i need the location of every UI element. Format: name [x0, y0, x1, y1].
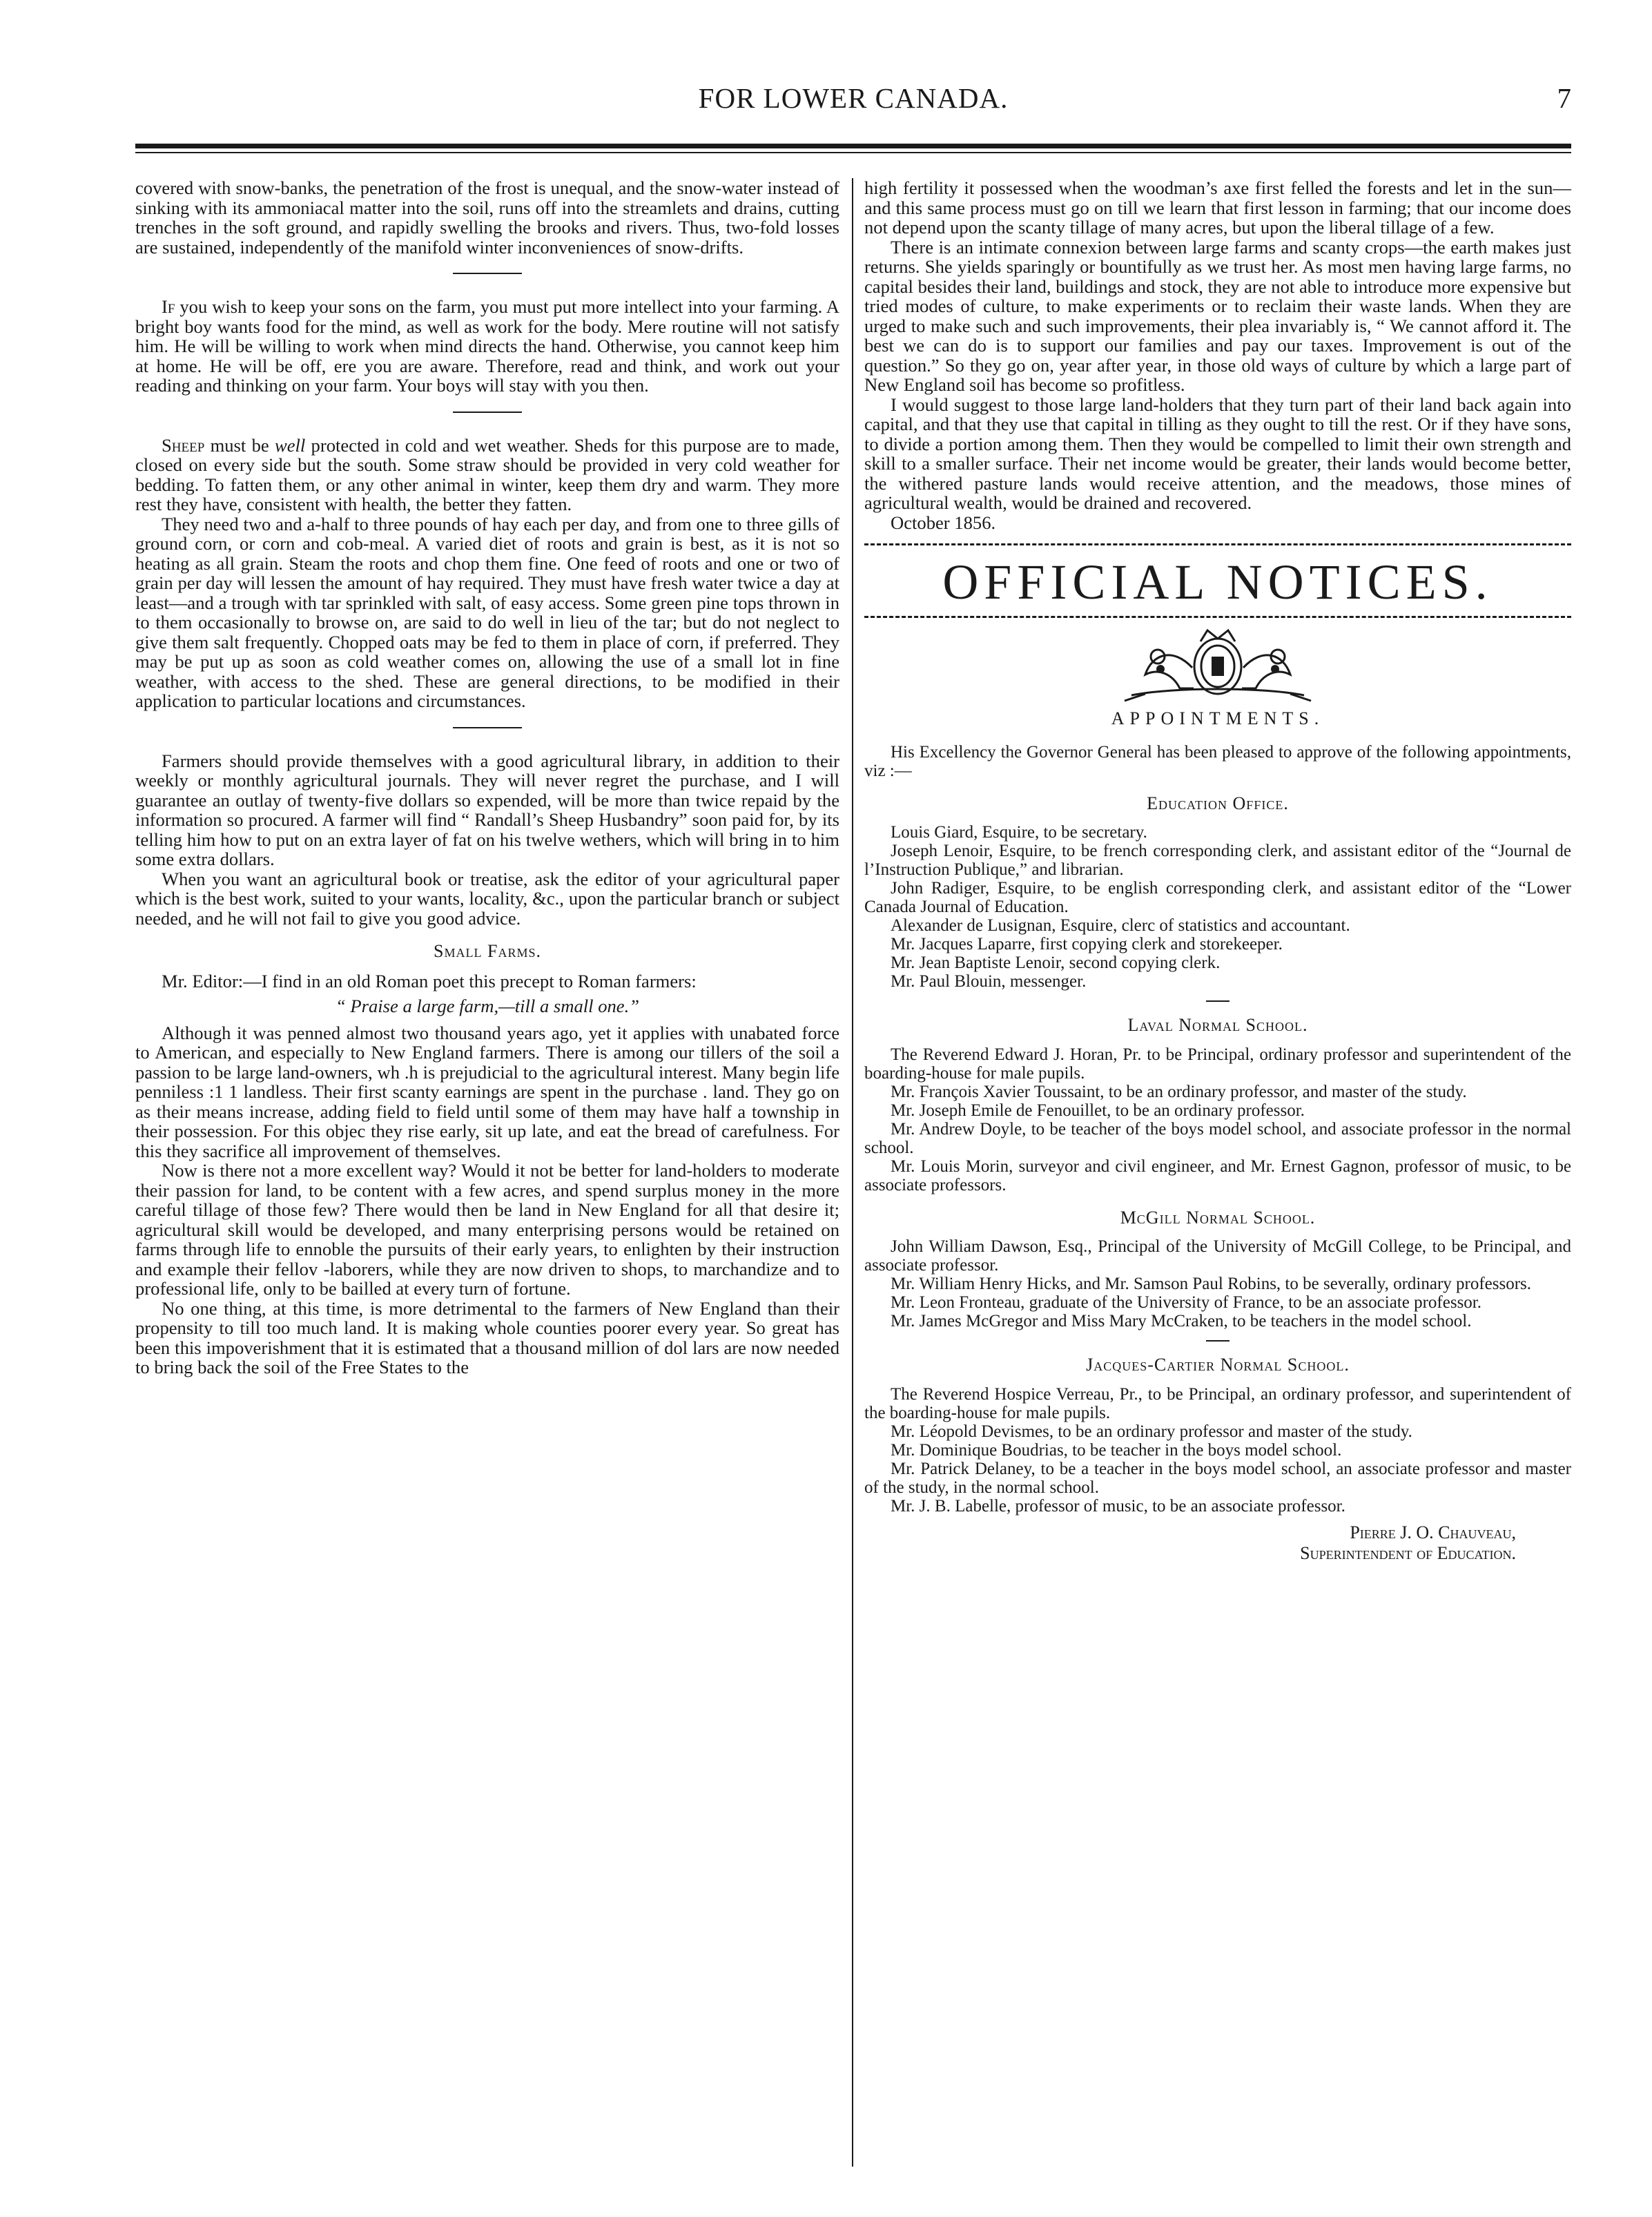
section-separator [453, 273, 522, 274]
jacques-cartier-normal-school-heading: Jacques-Cartier Normal School. [1086, 1355, 1350, 1375]
list-item: Mr. Andrew Doyle, to be teacher of the boys model school, and associate professor in the normal school. [864, 1119, 1571, 1157]
lead-word: Sheep [162, 434, 205, 456]
paragraph [135, 436, 839, 514]
paragraph: They need two and a-half to three pounds of hay each per day, and from one to three gills of ground corn, or corn and cob-meal. A varied diet of roots and grain is best, as it is not so heating as all grain. Steam the roots and chop them fine. One feed of roots and one or two of grain per day will lessen the amount of hay required. They must have fresh water twice a day at least—and a trough with tar sprinkled with salt, of easy access. Some green pine tops thrown in to them occasionally to browse on, are said to do well in lieu of the tar; but do not neglect to give them salt frequently. Chopped oats may be fed to them in place of corn, if preferred. They may be put up as soon as cold weather comes on, allowing the use of a small lot in fine weather, with access to the shed. These are general directions, to be modified in their application to particular locations and circumstances. [135, 513, 839, 711]
paragraph-text: protected in cold and wet weather. Sheds for this purpose are to made, closed on every side but the south. Some straw should be provided in very cold weather for bedding. To fatten them, or any other animal in winter, keep them dry and warm. They more rest they have, consistent with health, the better they fatten. [135, 434, 839, 514]
signature-name: Pierre J. O. Chauveau, [1350, 1522, 1516, 1542]
paragraph [135, 297, 839, 396]
dashed-rule [864, 616, 1571, 618]
paragraph: covered with snow-banks, the penetration of the frost is unequal, and the snow-water instead of sinking with its ammoniacal matter into the soil, runs off into the streamlets and drains, cutting trenches in the soft ground, and rapidly swelling the brooks and rivers. Thus, two-fold losses are sustained, independently of the manifold winter inconveniences of snow-drifts. [135, 177, 839, 258]
signature-title: Superintendent of Education. [1300, 1542, 1516, 1563]
column-divider [852, 178, 853, 2167]
list-item: Mr. J. B. Labelle, professor of music, to be an associate professor. [891, 1496, 1345, 1516]
paragraph: No one thing, at this time, is more detrimental to the farmers of New England than their propensity to till too much land. It is making whole counties poorer every year. So great has been this impoverishment that it is estimated that a thousand million of dol lars are now needed to bring back the soil of the Free States to the [135, 1297, 839, 1377]
page-header [135, 81, 1571, 123]
list-item: Mr. Paul Blouin, messenger. [891, 972, 1087, 991]
list-item: Mr. Dominique Boudrias, to be teacher in the boys model school. [891, 1440, 1342, 1460]
list-item: Mr. François Xavier Toussaint, to be an ordinary professor, and master of the study. [891, 1082, 1467, 1101]
paragraph: I would suggest to those large land-holders that they turn part of their land back again into capital, and that they use that capital in tilling as they ought to till the rest. Or if they have sons, to divide a portion among them. Then they would be compelled to limit their own strength and skill to a smaller surface. Their net income would be greater, their lands would become better, the withered pasture lands would receive attention, and the meadows, those mines of agricultural wealth, would be drained and recovered. [864, 394, 1571, 513]
royal-arms-icon [1104, 626, 1332, 702]
list-item: Mr. James McGregor and Miss Mary McCraken, to be teachers in the model school. [891, 1312, 1472, 1330]
appointments-title: APPOINTMENTS. [1111, 708, 1325, 728]
page-number: 7 [1557, 82, 1571, 114]
quote: “ Praise a large farm,—till a small one.” [335, 996, 640, 1016]
section-separator [453, 412, 522, 413]
list-item: Joseph Lenoir, Esquire, to be french corresponding clerk, and assistant editor of the “Journal de l’Instruction Publique,” and librarian. [864, 842, 1571, 879]
list-item: John William Dawson, Esq., Principal of the University of McGill College, to be Principal, and associate professor. [864, 1237, 1571, 1275]
list-item: Alexander de Lusignan, Esquire, clerc of statistics and accountant. [891, 916, 1350, 935]
paragraph: Now is there not a more excellent way? Would it not be better for land-holders to moderate their passion for land, to be content with a few acres, and spend surplus money in the more careful tillage of those few? There would then be land in New England for all that desire it; agricultural skill would be developed, and many enterprising persons would be retained on farms through life to ennoble the pursuits of their early years, to enlighten by their instruction and example their fellov -laborers, while they are now driven to shops, to marchandize and to professional life, only to be bailled at every turn of fortune. [135, 1160, 839, 1299]
short-separator [1206, 1340, 1230, 1342]
paragraph-text: you wish to keep your sons on the farm, you must put more intellect into your farming. A bright boy wants food for the mind, as well as work for the body. Mere routine will not satisfy him. He will be willing to work when mind directs the hand. Otherwise, you cannot keep him at home. He will be off, ere you are aware. Therefore, read and think, and work out your reading and thinking on your farm. Your boys will stay with you then. [135, 296, 839, 396]
list-item: The Reverend Edward J. Horan, Pr. to be Principal, ordinary professor and superintendent of the boarding-house for male pupils. [864, 1045, 1571, 1083]
education-office-heading: Education Office. [1147, 793, 1289, 813]
appointments-list [864, 743, 1571, 1564]
list-item: Mr. Jacques Laparre, first copying clerk and storekeeper. [891, 935, 1283, 953]
paragraph: high fertility it possessed when the woodman’s axe first felled the forests and let in the sun—and this same process must go on till we learn that first lesson in farming; that our income does not depend upon the scanty tillage of many acres, but upon the liberal tillage of a few. [864, 177, 1571, 238]
left-column [135, 178, 839, 1377]
paragraph: Mr. Editor:—I find in an old Roman poet this precept to Roman farmers: [162, 970, 697, 991]
paragraph: His Excellency the Governor General has been pleased to approve of the following appointments, viz :— [864, 742, 1571, 780]
short-separator [1206, 1000, 1230, 1002]
small-farms-heading: Small Farms. [434, 941, 541, 961]
lead-word: If [162, 296, 175, 317]
paragraph: When you want an agricultural book or treatise, ask the editor of your agricultural paper which is the best work, suited to your wants, locality, &c., upon the particular branch or subject needed, and he will not fail to give you good advice. [135, 868, 839, 929]
list-item: The Reverend Hospice Verreau, Pr., to be Principal, an ordinary professor, and superintendent of the boarding-house for male pupils. [864, 1384, 1571, 1422]
header-rule-thin [135, 152, 1571, 153]
running-head: FOR LOWER CANADA. [698, 82, 1009, 114]
list-item: Mr. Louis Morin, surveyor and civil engineer, and Mr. Ernest Gagnon, professor of music, to be associate professors. [864, 1156, 1571, 1194]
header-rule-thick [135, 144, 1571, 148]
dateline: October 1856. [891, 512, 996, 533]
dashed-rule [864, 543, 1571, 545]
paragraph: Although it was penned almost two thousand years ago, yet it applies with unabated force to American, and especially to New England farmers. There is among our tillers of the soil a passion to be large land-owners, wh .h is prejudicial to the agricultural interest. Many begin life penniless :1 1 landless. Their first scanty earnings are spent in the purchase . land. They go on as their means increase, adding field to field until some of them may have half a township in their possession. For this objec they rise early, sit up late, and eat the bread of carefulness. For this they sacrifice all improvement of themselves. [135, 1022, 839, 1161]
laval-normal-school-heading: Laval Normal School. [1127, 1015, 1308, 1035]
right-column [864, 178, 1571, 1564]
list-item: Mr. William Henry Hicks, and Mr. Samson Paul Robins, to be severally, ordinary professors. [891, 1275, 1532, 1293]
list-item: Mr. Patrick Delaney, to be a teacher in the boys model school, an associate professor and master of the study, in the normal school. [864, 1459, 1571, 1497]
signature-block [864, 1522, 1571, 1564]
mcgill-normal-school-heading: McGill Normal School. [1120, 1207, 1316, 1228]
paragraph: There is an intimate connexion between large farms and scanty crops—the earth makes just returns. She yields sparingly or bountifully as we trust her. As most men having large farms, no capital besides their land, buildings and stock, they are not able to introduce more expensive but tried modes of culture, to make experiments or to reclaim their waste lands. When they are urged to make such and such improvements, their plea invariably is, “ We cannot afford it. The best we can do is to support our families and pay our taxes. Improvement is out of the question.” So they go on, year after year, in those old ways of culture by which a large part of New England soil has become so profitless. [864, 236, 1571, 395]
list-item: John Radiger, Esquire, to be english corresponding clerk, and assistant editor of the “Lower Canada Journal of Education. [864, 879, 1571, 916]
list-item: Mr. Léopold Devismes, to be an ordinary professor and master of the study. [891, 1422, 1412, 1441]
section-separator [453, 727, 522, 728]
list-item: Louis Giard, Esquire, to be secretary. [891, 823, 1147, 842]
emphasis: well [274, 434, 306, 456]
list-item: Mr. Jean Baptiste Lenoir, second copying clerk. [891, 953, 1221, 972]
list-item: Mr. Joseph Emile de Fenouillet, to be an ordinary professor. [891, 1101, 1305, 1120]
official-notices [864, 543, 1571, 1564]
paragraph-text: must be [204, 434, 275, 456]
official-notices-title: OFFICIAL NOTICES. [942, 554, 1493, 610]
paragraph: Farmers should provide themselves with a good agricultural library, in addition to their weekly or monthly agricultural journals. They will never regret the purchase, and I will guarantee an outlay of twenty-five dollars so expended, will be more than twice repaid by the information so procured. A farmer will find “ Randall’s Sheep Husbandry” soon paid for, by its telling him how to put on an extra layer of fat on his twelve wethers, which will bring in to him some extra dollars. [135, 750, 839, 869]
list-item: Mr. Leon Fronteau, graduate of the University of France, to be an associate professor. [891, 1293, 1481, 1312]
